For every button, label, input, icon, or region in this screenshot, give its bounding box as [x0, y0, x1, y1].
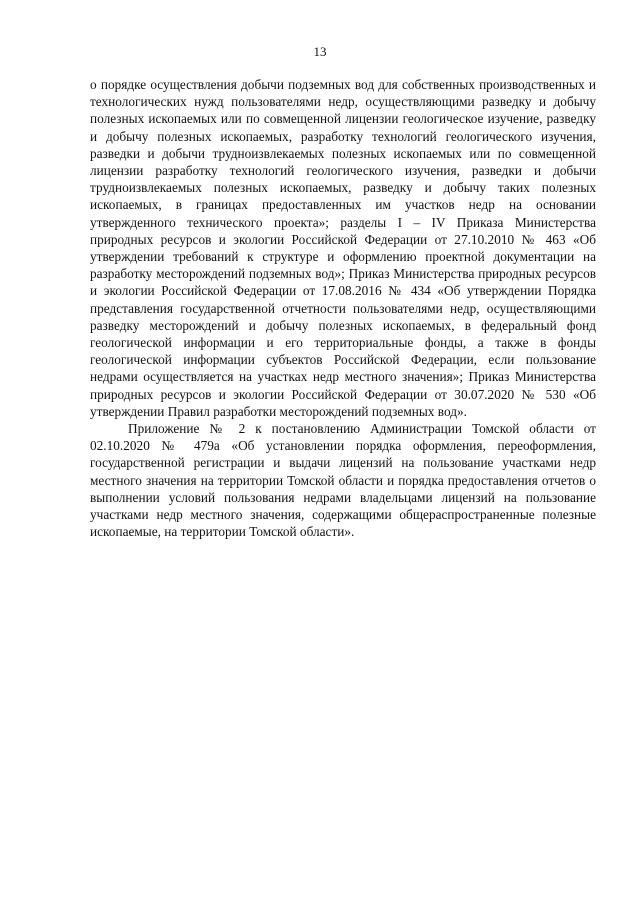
page-number: 13: [313, 44, 327, 59]
paragraph-legal-references: о порядке осуществления добычи подземных вод для собственных производственных и технологических нужд пользователями недр, осуществляющими разведку и добычу полезных ископаемых или по совмещенной лицензии геологическое изучение, разведку и добычу полезных ископаемых, разработку технологий геологического изучения, разведки и добычи трудноизвлекаемых полезных ископаемых или по совмещенной лицензии разработку технологий геологического изучения, разведки и добычи трудноизвлекаемых полезных ископаемых, разведку и добычу таких полезных ископаемых, в границах предоставленных им участков недр на основании утвержденного технического проекта»; разделы I – IV Приказа Министерства природных ресурсов и экологии Российской Федерации от 27.10.2010 № 463 «Об утверждении требований к структуре и оформлению проектной документации на разработку месторождений подземных вод»; Приказ Министерства природных ресурсов и экологии Российской Федерации от 17.08.2016 № 434 «Об утверждении Порядка представления государственной отчетности пользователями недр, осуществляющими разведку месторождений и добычу полезных ископаемых, в федеральный фонд геологической информации и его территориальные фонды, а также в фонды геологической информации субъектов Российской Федерации, если пользование недрами осуществляется на участках недр местного значения»; Приказ Министерства природных ресурсов и экологии Российской Федерации от 30.07.2020 № 530 «Об утверждении Правил разработки месторождений подземных вод».: [90, 77, 596, 419]
document-body: [90, 76, 596, 540]
paragraph-appendix-reference: Приложение № 2 к постановлению Администрации Томской области от 02.10.2020 № 479а «Об установлении порядка оформления, переоформления, государственной регистрации и выдачи лицензий на пользование участками недр местного значения на территории Томской области и порядка предоставления отчетов о выполнении условий пользования недрами владельцами лицензий на пользование участками недр местного значения, содержащими общераспространенные полезные ископаемые, на территории Томской области».: [90, 421, 596, 540]
